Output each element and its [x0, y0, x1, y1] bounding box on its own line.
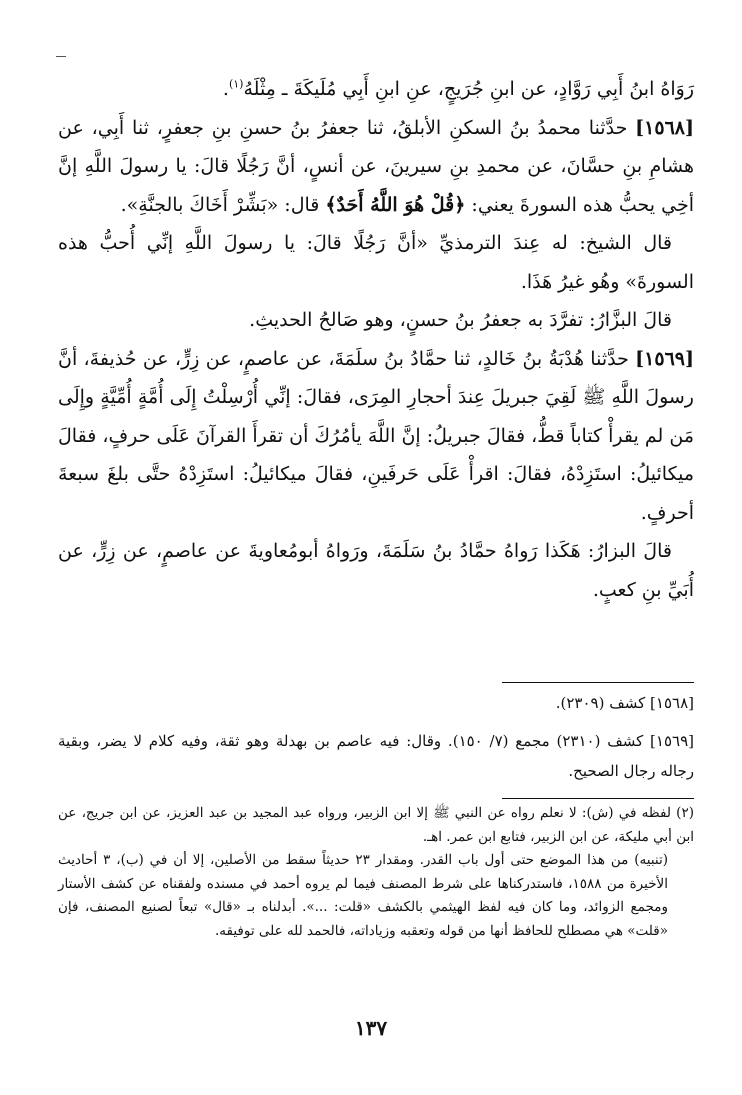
separator-line — [502, 798, 694, 799]
footnote-ref: (١) — [228, 77, 244, 91]
narration-paragraph: رَوَاهُ ابنُ أَبِي رَوَّادٍ، عن ابنِ جُرَيجٍ، عنِ ابنِ أَبِي مُلَيكَةَ ـ مِثْلَهُ$^{(١)}$. — [222, 77, 694, 100]
bazzar-comment: قالَ البزارُ: هَكَذا رَواهُ حمَّادُ بنُ سَلَمَةَ، ورَواهُ أبومُعاويةَ عن عاصمٍ، عن زِرٍّ، عن أُبَيِّ بنِ كعبٍ. — [58, 540, 694, 601]
bazzar-comment: قالَ البزَّارُ: تفرَّدَ به جعفرُ بنُ حسنٍ، وهو صَالحُ الحديثِ. — [249, 309, 672, 331]
hadith-1569: [١٥٦٩] حدَّثنا هُدْبَةُ بنُ خَالدٍ، ثنا حمَّادُ بنُ سلَمَةَ، عن عاصمٍ، عن زِرٍّ، عن حُذيفةَ، أنَّ رسولَ اللَّهِ ﷺ لَقِيَ جبريلَ عِندَ أحجارِ المِرَى، فقالَ: إنِّي أُرْسِلْتُ إِلَى أُمَّةٍ أُمِّيَّةٍ وإِلَى مَن لم يقرأْ كتاباً قطُّ، فقالَ جبريلُ: إنَّ اللَّهَ يأمُرُكَ أن تقرأَ القرآنَ عَلَى حرفٍ، فقالَ ميكائيلُ: استَزِدْهُ، فقالَ: اقرأْ عَلَى حَرفَينِ، فقالَ ميكائيلُ: استَزِدْهُ حتَّى بلغَ سبعةَ أحرفٍ. — [58, 347, 694, 524]
shaykh-comment: قال الشيخ: له عِندَ الترمذيِّ «أنَّ رَجُلًا قالَ: يا رسولَ اللَّهِ إنِّي أُحبُّ هذه السورةَ» وهُو غيرُ هَذَا. — [58, 232, 694, 293]
separator-line — [502, 682, 694, 683]
footnotes — [58, 802, 694, 943]
hadith-number: [١٥٦٨] — [635, 116, 694, 139]
footnote-2: (٢) لفظه في (ش): لا نعلم رواه عن النبي ﷺ إلا ابن الزبير، ورواه عبد المجيد بن عبد العزيز، عن ابن جريج، عن ابن أبي مليكة، عن ابن الزبير، فتابع ابن عمر. اهـ. — [58, 805, 694, 845]
quran-quote: ﴿قُلْ هُوَ اللَّهُ أَحَدٌ﴾ — [325, 193, 466, 216]
hadith-1568: [١٥٦٨] حدَّثنا محمدُ بنُ السكنِ الأبلقُ، ثنا جعفرُ بنُ حسنِ بنِ جعفرٍ، ثنا أَبِي، عن هشامِ بنِ حسَّانَ، عن محمدِ بنِ سيرينَ، عن أنسٍ، أنَّ رَجُلًا قالَ: يا رسولَ اللَّهِ إنَّ أخِي يحبُّ هذه السورةَ يعني: ﴿قُلْ هُوَ اللَّهُ أَحَدٌ﴾ قال: «بَشِّرْ أَخَاكَ بالجنَّةِ». — [58, 116, 694, 216]
page-number: ١٣٧ — [354, 1016, 388, 1040]
hadith-number: [١٥٦٩] — [635, 347, 694, 370]
takhrij-1568: [١٥٦٨] كشف (٢٣٠٩). — [555, 694, 694, 712]
main-text — [58, 70, 694, 609]
takhrij-1569: [١٥٦٩] كشف (٢٣١٠) مجمع (٧/ ١٥٠). وقال: فيه عاصم بن بهدلة وهو ثقة، وفيه كلام لا يضر، وبقية رجاله رجال الصحيح. — [58, 732, 694, 780]
scan-mark — [56, 56, 66, 57]
footnote-note: (تنبيه) من هذا الموضع حتى أول باب القدر. ومقدار ٢٣ حديثاً سقط من الأصلين، إلا أن في (ب)، ٣ أحاديث الأخيرة من ١٥٨٨، فاستدركناها على شرط المصنف فيما لم يروه أحمد في مسنده ولفقناه عن كشف الأستار ومجمع الزوائد، وما كان فيه لفظ الهيثمي بالكشف «قلت: ...». أبدلناه بـ «قال» تبعاً لصنيع المصنف، فإن «قلت» هي مصطلح للحافظ أنها من قوله وتعقبه وزياداته، فالحمد لله على توفيقه. — [58, 852, 668, 939]
